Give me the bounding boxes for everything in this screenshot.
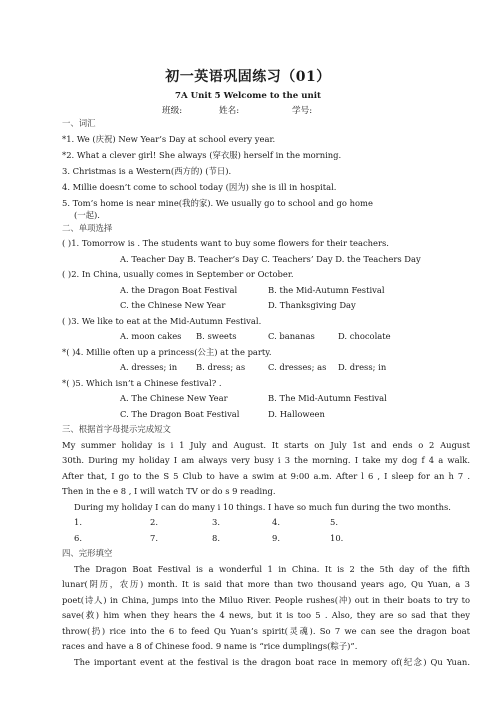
vocab-question-2: *2. What a clever girl! She always (穿衣服) herself in the morning. <box>62 150 342 160</box>
choice-2-option-c: C. the Chinese New Year <box>120 300 226 310</box>
vocab-question-5: 5. Tom’s home is near mine(我的家). We usually go to school and go home <box>62 198 373 208</box>
answer-blank-10: 10. <box>330 533 344 543</box>
choice-3-option-a: A. moon cakes <box>120 331 182 341</box>
choice-3-option-d: D. chocolate <box>338 331 391 341</box>
answer-blank-9: 9. <box>272 533 280 543</box>
section-choice-heading: 二、单项选择 <box>62 223 113 233</box>
choice-2-option-a: A. the Dragon Boat Festival <box>120 285 238 295</box>
vocab-question-1: *1. We (庆祝) New Year’s Day at school every year. <box>62 134 276 144</box>
cloze-passage-line-6: races and have a 8 of Chinese food. 9 name is “rice dumplings(粽子)”. <box>62 641 358 651</box>
answer-blank-7: 7. <box>150 533 158 543</box>
choice-question-5: *( )5. Which isn’t a Chinese festival? . <box>62 378 222 388</box>
fill-passage-line-2: 30th. During my holiday I am always very busy i 3 the morning. I take my dog f 4 a walk. <box>62 455 470 465</box>
cloze-passage-line-1: The Dragon Boat Festival is a wonderful 1 in China. It is 2 the 5th day of the fifth <box>74 564 470 574</box>
fill-passage-line-4: Then in the e 8 , I will watch TV or do s 9 reading. <box>62 486 276 496</box>
section-cloze-heading: 四、完形填空 <box>62 548 113 558</box>
choice-4-option-c: C. dresses; as <box>268 362 327 372</box>
answer-blank-3: 3. <box>212 517 220 527</box>
vocab-question-4: 4. Millie doesn’t come to school today (因为) she is ill in hospital. <box>62 182 337 192</box>
cloze-passage-line-4: save(救) him when they hears the 4 news, but it is too 5 . Also, they are so sad that they <box>62 610 470 620</box>
answer-blank-4: 4. <box>272 517 280 527</box>
class-field-label: 班级: <box>162 106 183 116</box>
choice-2-option-d: D. Thanksgiving Day <box>268 300 356 310</box>
page-subtitle: 7A Unit 5 Welcome to the unit <box>175 91 321 101</box>
section-fill-heading: 三、根据首字母提示完成短文 <box>62 424 171 434</box>
answer-blank-1: 1. <box>74 517 82 527</box>
choice-4-option-a: A. dresses; in <box>120 362 178 372</box>
vocab-question-3: 3. Christmas is a Western(西方的) (节日). <box>62 166 232 176</box>
vocab-question-5-cont: (一起). <box>74 210 100 220</box>
fill-passage-line-3: After that, I go to the S 5 Club to have a swim at 9:00 a.m. After l 6 , I sleep for an h 7 . <box>62 471 470 481</box>
answer-blank-5: 5. <box>330 517 338 527</box>
answer-blank-2: 2. <box>150 517 158 527</box>
choice-question-1: ( )1. Tomorrow is . The students want to buy some flowers for their teachers. <box>62 238 389 248</box>
choice-2-option-b: B. the Mid-Autumn Festival <box>268 285 385 295</box>
fill-passage-line-1: My summer holiday is i 1 July and August. It starts on July 1st and ends o 2 August <box>62 440 470 450</box>
choice-5-option-a: A. The Chinese New Year <box>120 393 228 403</box>
choice-3-option-b: B. sweets <box>196 331 237 341</box>
choice-question-4: *( )4. Millie often up a princess(公主) at the party. <box>62 347 272 357</box>
cloze-passage-line-2: lunar(阴历，农历) month. It is said that more than two thousand years ago, Qu Yuan, a 3 <box>62 579 470 589</box>
name-field-label: 姓名: <box>219 106 240 116</box>
choice-4-option-b: B. dress; as <box>196 362 246 372</box>
choice-question-1-options: A. Teacher Day B. Teacher’s Day C. Teachers’ Day D. the Teachers Day <box>120 254 421 264</box>
choice-5-option-c: C. The Dragon Boat Festival <box>120 409 240 419</box>
choice-question-3: ( )3. We like to eat at the Mid-Autumn Festival. <box>62 316 262 326</box>
choice-4-option-d: D. dress; in <box>338 362 387 372</box>
cloze-passage-line-7: The important event at the festival is the dragon boat race in memory of(纪念) Qu Yuan. <box>74 657 470 667</box>
choice-5-option-d: D. Halloween <box>268 409 325 419</box>
choice-3-option-c: C. bananas <box>268 331 315 341</box>
choice-question-2: ( )2. In China, usually comes in September or October. <box>62 269 294 279</box>
number-field-label: 学号: <box>292 106 313 116</box>
page-title: 初一英语巩固练习（01） <box>165 69 331 85</box>
cloze-passage-line-3: poet(诗人) in China, jumps into the Miluo River. People rushes(冲) out in their boats to try to <box>62 595 470 605</box>
answer-blank-8: 8. <box>212 533 220 543</box>
cloze-passage-line-5: throw(扔) rice into the 6 to feed Qu Yuan’s spirit(灵魂). So 7 we can see the dragon boat <box>62 626 470 636</box>
answer-blank-6: 6. <box>74 533 82 543</box>
fill-passage-line-5: During my holiday I can do many i 10 things. I have so much fun during the two months. <box>74 502 451 512</box>
choice-5-option-b: B. The Mid-Autumn Festival <box>268 393 387 403</box>
section-vocabulary-heading: 一、词汇 <box>62 118 96 128</box>
